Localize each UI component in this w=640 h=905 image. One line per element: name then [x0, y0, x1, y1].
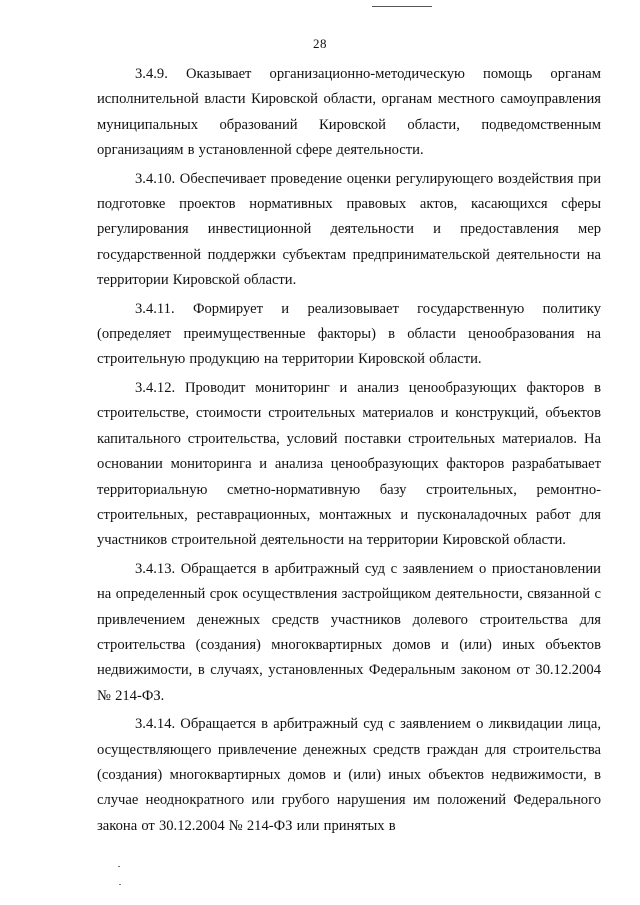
paragraph-3-4-14: 3.4.14. Обращается в арбитражный суд с заявлением о ликвидации лица, осуществляющего привлечение денежных средств граждан для строительства (создания) многоквартирных домов и (или) иных объектов недвижимости, в случае неоднократного или грубого нарушения им положений Федерального закона от 30.12.2004 № 214-ФЗ или принятых в [97, 716, 601, 834]
top-rule [372, 6, 432, 7]
scan-speck [118, 866, 120, 867]
paragraph-3-4-12: 3.4.12. Проводит мониторинг и анализ ценообразующих факторов в строительстве, стоимости строительных материалов и конструкций, объектов капитального строительства, условий поставки строительных материалов. На основании мониторинга и анализа ценообразующих факторов разрабатывает территориальную сметно-нормативную базу строительных, ремонтно-строительных, реставрационных, монтажных и пусконаладочных работ для участников строительной деятельности на территории Кировской области. [97, 379, 601, 549]
paragraph-3-4-13: 3.4.13. Обращается в арбитражный суд с заявлением о приостановлении на определенный срок осуществления застройщиком деятельности, связанной с привлечением денежных средств участников долевого строительства для строительства (создания) многоквартирных домов и (или) иных объектов недвижимости, в случаях, установленных Федеральным законом от 30.12.2004 № 214-ФЗ. [97, 560, 601, 704]
paragraph-3-4-9: 3.4.9. Оказывает организационно-методическую помощь органам исполнительной власти Кировской области, органам местного самоуправления муниципальных образований Кировской области, подведомственным организациям в установленной сфере деятельности. [97, 66, 601, 159]
paragraph-3-4-10: 3.4.10. Обеспечивает проведение оценки регулирующего воздействия при подготовке проектов нормативных правовых актов, касающихся сферы регулирования инвестиционной деятельности и предоставления мер государственной поддержки субъектам предпринимательской деятельности на территории Кировской области. [97, 170, 601, 289]
scan-speck [119, 884, 121, 885]
body-text [97, 62, 601, 842]
page-number: 28 [313, 36, 327, 51]
paragraph-3-4-11: 3.4.11. Формирует и реализовывает государственную политику (определяет преимущественные факторы) в области ценообразования на строительную продукцию на территории Кировской области. [97, 300, 601, 368]
